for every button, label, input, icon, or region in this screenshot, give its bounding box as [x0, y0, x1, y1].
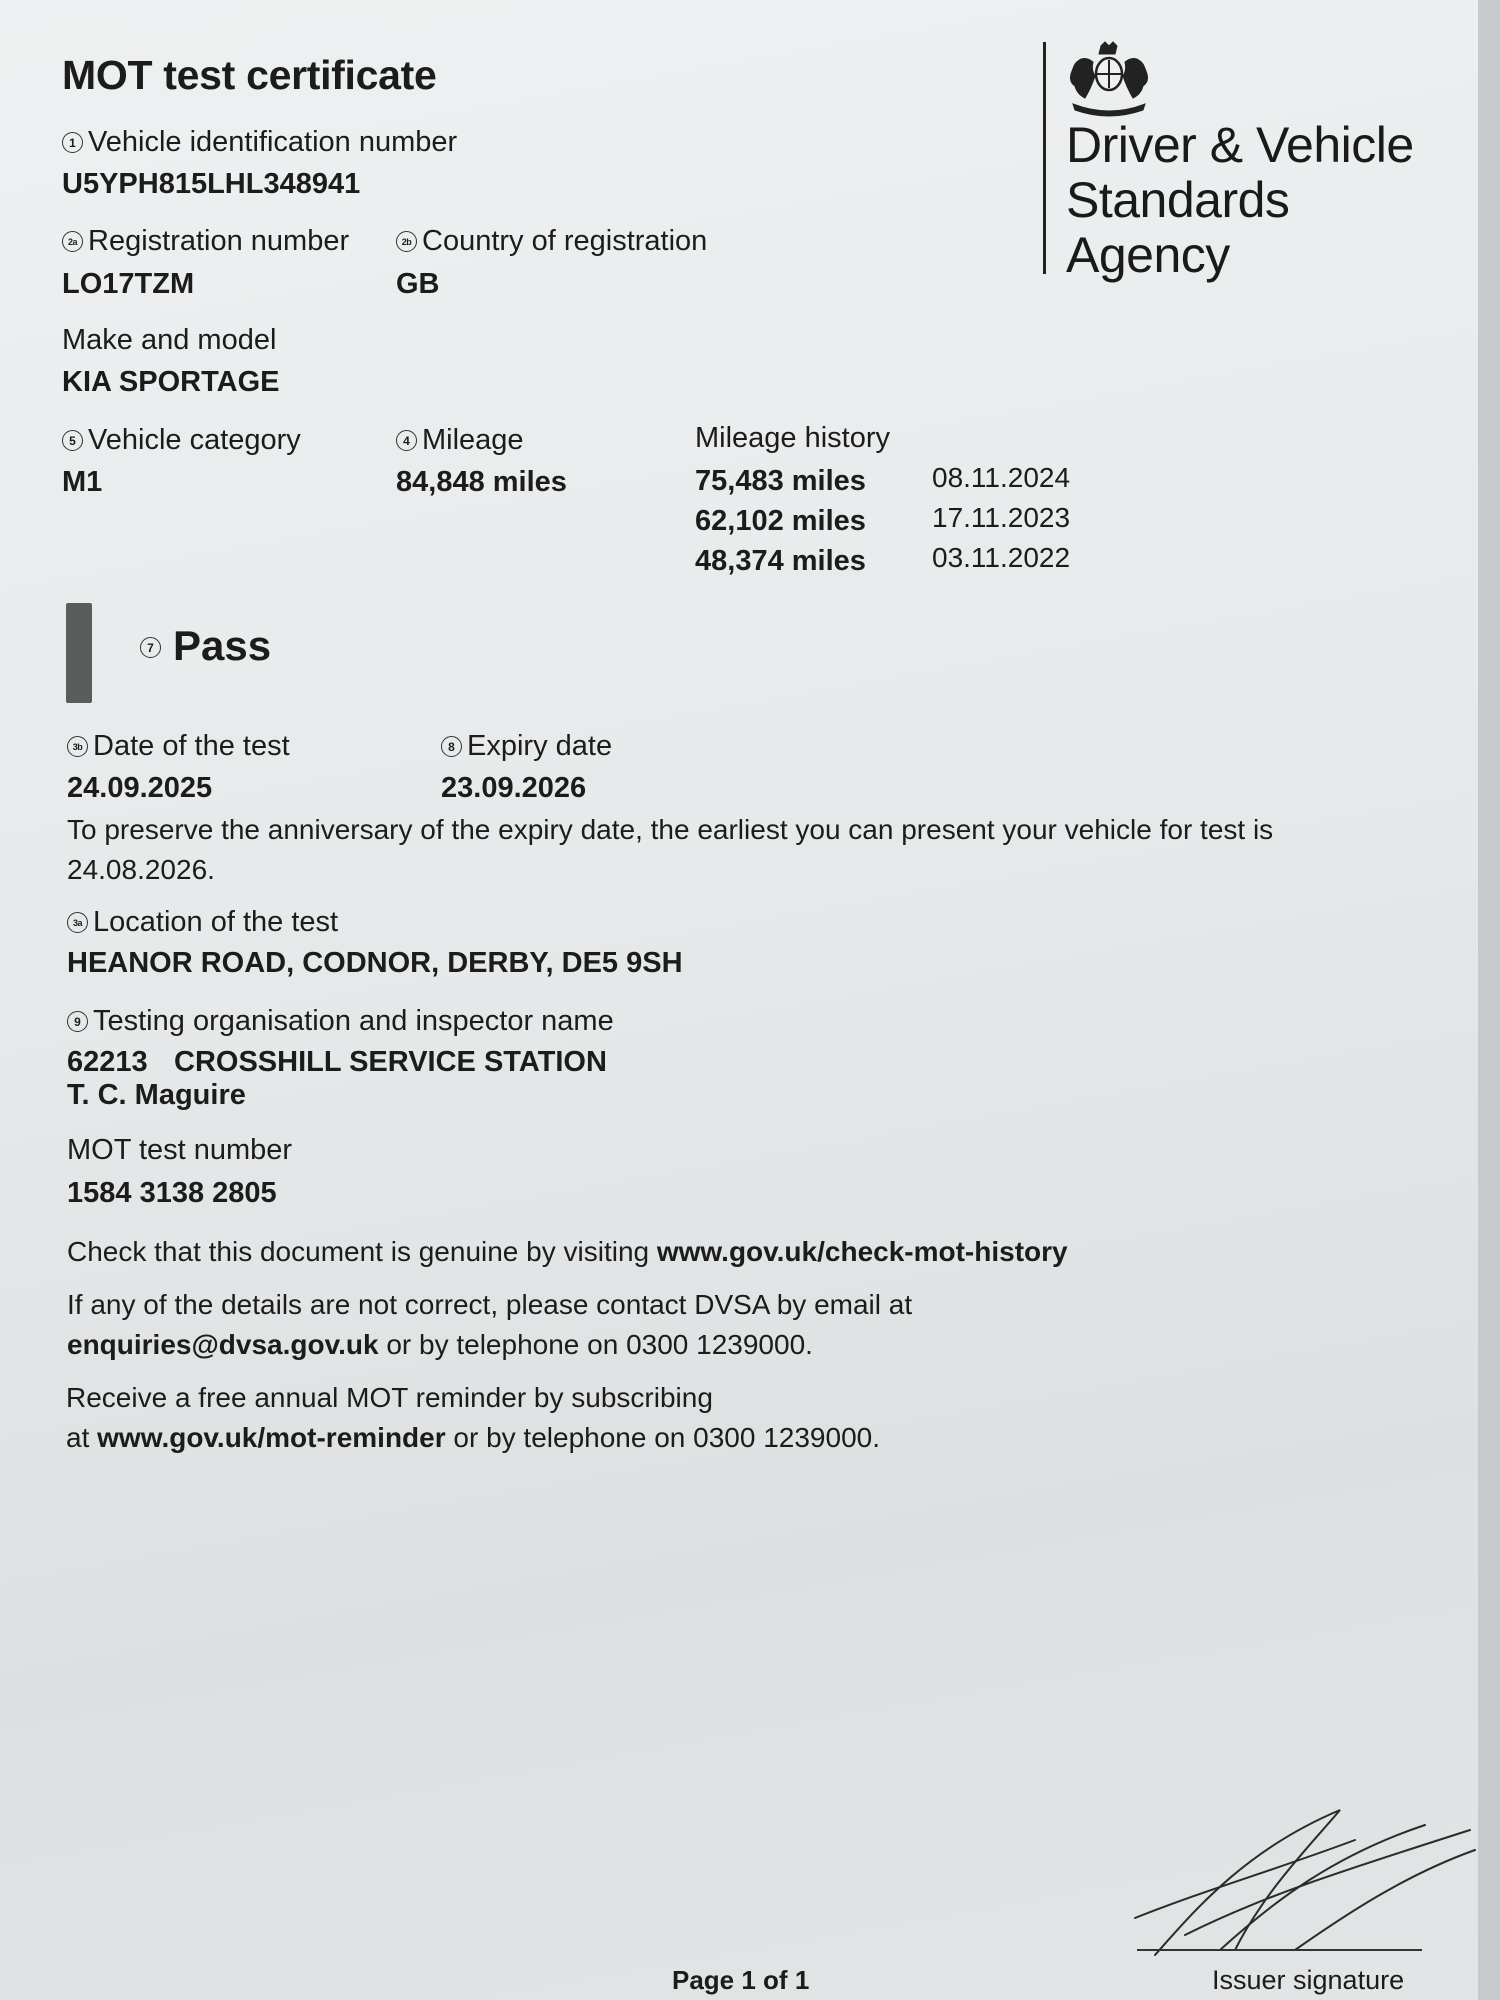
contact-email-link[interactable]: enquiries@dvsa.gov.uk: [67, 1329, 379, 1360]
location-value: HEANOR ROAD, CODNOR, DERBY, DE5 9SH: [67, 947, 683, 979]
agency-divider: [1043, 42, 1046, 274]
page-indicator: Page 1 of 1: [672, 1965, 810, 1995]
mileage-label: 4 Mileage: [396, 424, 524, 457]
field-number-badge: 9: [67, 1011, 88, 1032]
mileage-history-label: Mileage history: [695, 422, 891, 454]
location-label: 3a Location of the test: [67, 906, 338, 939]
royal-crest-icon: [1063, 40, 1155, 118]
page-title: MOT test certificate: [62, 52, 437, 98]
test-number-value: 1584 3138 2805: [67, 1177, 277, 1209]
signature-label: Issuer signature: [1212, 1965, 1405, 1995]
history-date-2: 17.11.2023: [932, 502, 1071, 533]
check-genuine-text: Check that this document is genuine by visiting www.gov.uk/check-mot-history: [67, 1236, 1068, 1267]
category-label: 5 Vehicle category: [62, 424, 301, 457]
history-miles-1: 75,483 miles: [695, 465, 866, 497]
make-model-value: KIA SPORTAGE: [62, 366, 280, 398]
history-miles-2: 62,102 miles: [695, 505, 866, 537]
signature-line: [1137, 1949, 1422, 1951]
mot-reminder-link[interactable]: www.gov.uk/mot-reminder: [97, 1422, 446, 1453]
expiry-value: 23.09.2026: [441, 772, 587, 804]
field-number-badge: 1: [62, 132, 83, 153]
country-value: GB: [396, 268, 440, 300]
field-number-badge: 4: [396, 430, 417, 451]
result-status: Pass: [173, 622, 272, 669]
organisation-id: 62213: [67, 1046, 148, 1078]
category-value: M1: [62, 466, 103, 498]
inspector-name: T. C. Maguire: [67, 1079, 246, 1111]
expiry-label: 8 Expiry date: [441, 730, 612, 763]
field-number-badge: 7: [140, 637, 161, 658]
agency-name: Driver & Vehicle Standards Agency: [1066, 117, 1414, 283]
test-number-label: MOT test number: [67, 1134, 293, 1166]
anniversary-note: To preserve the anniversary of the expiry date, the earliest you can present your vehicle for test is 24.08.2026.: [67, 814, 1274, 885]
contact-text: If any of the details are not correct, please contact DVSA by email at enquiries@dvsa.gov.uk or by telephone on 0300 1239000.: [67, 1289, 913, 1360]
field-number-badge: 2b: [396, 231, 417, 252]
organisation-name: CROSSHILL SERVICE STATION: [174, 1046, 607, 1078]
paper-edge: [1478, 0, 1500, 2000]
make-model-label: Make and model: [62, 324, 277, 356]
registration-label: 2a Registration number: [62, 225, 349, 258]
result-indicator-bar: [66, 603, 92, 703]
vin-value: U5YPH815LHL348941: [62, 168, 361, 200]
check-mot-history-link[interactable]: www.gov.uk/check-mot-history: [656, 1236, 1068, 1267]
field-number-badge: 8: [441, 736, 462, 757]
field-number-badge: 5: [62, 430, 83, 451]
country-label: 2b Country of registration: [396, 225, 707, 258]
field-number-badge: 2a: [62, 231, 83, 252]
organisation-label: 9 Testing organisation and inspector name: [67, 1005, 614, 1038]
history-date-3: 03.11.2022: [932, 542, 1071, 573]
reminder-text: Receive a free annual MOT reminder by subscribing at www.gov.uk/mot-reminder or by telephone on 0300 1239000.: [66, 1382, 880, 1453]
history-date-1: 08.11.2024: [932, 462, 1071, 493]
issuer-signature-image: [1125, 1800, 1480, 1960]
history-miles-3: 48,374 miles: [695, 545, 866, 577]
vin-label: 1 Vehicle identification number: [62, 126, 457, 159]
field-number-badge: 3b: [67, 736, 88, 757]
test-date-label: 3b Date of the test: [67, 730, 290, 763]
field-number-badge: 3a: [67, 912, 88, 933]
mileage-value: 84,848 miles: [396, 466, 567, 498]
registration-value: LO17TZM: [62, 268, 195, 300]
test-date-value: 24.09.2025: [67, 772, 213, 804]
